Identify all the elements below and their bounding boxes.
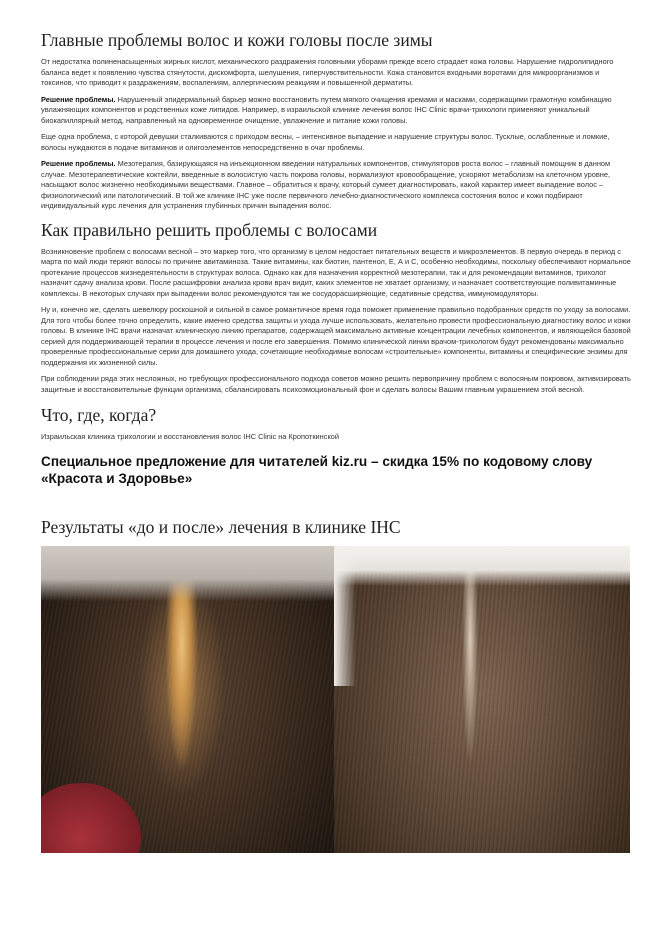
after-photo (334, 546, 630, 853)
solution-label: Решение проблемы. (41, 159, 116, 168)
photo-background (41, 546, 334, 601)
section-heading-winter-problems: Главные проблемы волос и кожи головы после зимы (41, 30, 433, 50)
special-offer: Специальное предложение для читателей kiz.ru – скидка 15% по кодовому слову «Красота и Здоровье» (41, 453, 593, 486)
photo-background (334, 546, 630, 586)
paragraph-solution (41, 95, 631, 127)
section-heading-how-to-solve: Как правильно решить проблемы с волосами (41, 219, 378, 240)
paragraph: От недостатка полиненасыщенных жирных кислот, механического раздражения головными уборами прежде всего страдает кожа головы. Нарушение гидролипидного баланса ведет к появлению чувства стянутости, дискомфорта, шелушения, гиперчувствительности. Кожа становится входными воротами для микроорганизмов и токсинов, что приводит к раздражениям, воспалениям, аллергическим реакциям и повышенной дерматиты. (41, 57, 614, 87)
before-photo (41, 546, 334, 853)
solution-label: Решение проблемы. (41, 94, 116, 104)
section-heading-before-after: Результаты «до и после» лечения в клинике IHC (41, 516, 401, 537)
solution-text: Нарушенный эпидермальный барьер можно восстановить путем мягкого очищения кремами и масками, содержащими грамотную комбинацию увлажняющих компонентов и родственных коже липидов. Например, в израильской клинике лечения волос IHC Clinic врачи-трихологи применяют уникальный биокапиллярный метод, направленный на одновременное очищение, увлажнение и питание кожи головы. (41, 94, 612, 125)
paragraph: Ну и, конечно же, сделать шевелюру роскошной и сильной в самое романтичное время года поможет применение правильно подобранных средств по уходу за волосами. Для того чтобы более точно определить, какие именно средства защиты и ухода лучше использовать, желательно провести профессиональную диагностику волос и кожи головы. В клинике IHC врачи назначат клиническую линию препаратов, содержащей максимально активные концентрации лечебных компонентов, и являющейся базовой серией для поддерживающей терапии в процессе лечения и после его завершения. Помимо клинической линии врачом-трихологом будут рекомендованы максимально проверенные профессиональные серии для домашнего ухода, сочетающие необходимые волосам «строительные» компоненты, витамины и специфические энзимы для поддержания их жизненной силы. (41, 305, 631, 367)
clinic-name: Израильская клиника трихологии и восстановления волос IHC Clinic на Кропоткинской (41, 432, 340, 441)
solution-text: Мезотерапия, базирующаяся на инъекционном введении натуральных компонентов, стимуляторов роста волос – главный помощник в данном случае. Мезотерапевтические коктейли, введенные в волосистую часть покрова головы, нормализуют кровообращение, ускоряют метаболизм на клеточном уровне, насыщают волос жизненно необходимыми веществами. Главное – обратиться к врачу, который сумеет диагностировать, какой характер имеет выпадение волос – физиологический или патологический. В той же клинике IHC уже после первичного лечебно-диагностического комплекса состояния волос и кожи подбирают индивидуальный курс лечения для устранения глубинных причин выпадения волос. (41, 159, 611, 210)
section-heading-what-where-when: Что, где, когда? (41, 405, 157, 425)
paragraph: При соблюдении ряда этих несложных, но требующих профессионального подхода советов можно решить первопричину проблем с волосяным покровом, активизировать защитные и восстановительные функции организма, сбалансировать психоэмоциональный фон и сделать волосы Вашим главным украшением этой весной. (41, 374, 631, 394)
before-after-photos (41, 546, 630, 853)
paragraph-solution (41, 159, 631, 212)
red-garment (41, 783, 141, 853)
paragraph: Еще одна проблема, с которой девушки сталкиваются с приходом весны, – интенсивное выпадение и нарушение структуры волос. Тусклые, ослабленные и ломкие, волосы нуждаются в подаче витаминов и олигоэлементов непосредственно в очаг проблемы. (41, 132, 610, 152)
photo-background (334, 546, 356, 686)
article (41, 30, 631, 853)
paragraph: Возникновение проблем с волосами весной – это маркер того, что организму в целом недостает питательных веществ и микроэлементов. В первую очередь в период с марта по май люди теряют волосы по причине авитаминоза. Такие витамины, как биотин, пантенол, Е, А и С, особенно необходимы, поскольку обеспечивают нормальное протекание процессов жизнедеятельности в структурах волоса. Однако как для назначения корректной мезотерапии, так и для рекомендации витаминов, трихолог назначит сдачу анализа крови. После расшифровки анализа крови врач видит, каких элементов не хватает организму, и назначает соответствующие поливитаминные комплексы. В некоторых случаях при выпадении волос рекомендуются так же сосудорасширяющие, седативные средства, иммуномодуляторы. (41, 246, 631, 298)
